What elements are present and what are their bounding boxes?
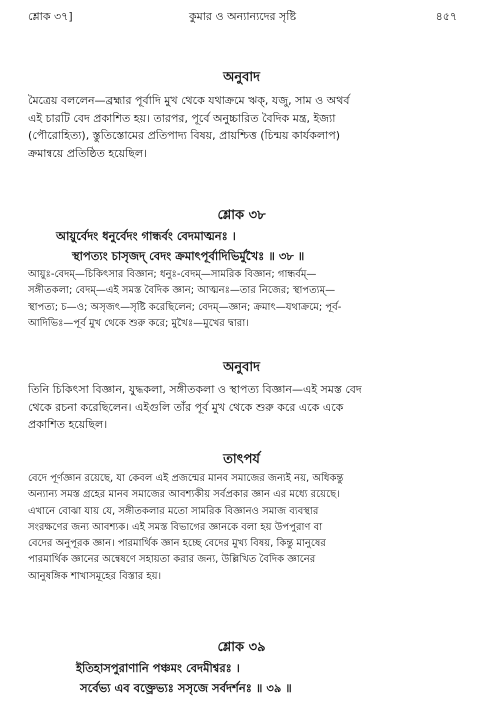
verse-text xyxy=(56,226,455,266)
verse-text xyxy=(76,658,455,698)
text-line: থেকে রচনা করেছিলেন। এইগুলি তাঁর পূর্ব মুখ থেকে শুরু করে একে একে xyxy=(28,400,344,414)
text-line: আনুষঙ্গিক শাখাসমূহের বিস্তার হয়। xyxy=(28,570,162,582)
text-line: আয়ুঃ-বেদম্—চিকিৎসার বিজ্ঞান; ধনুঃ-বেদম্—সামরিক বিজ্ঞান; গান্ধর্বম্— xyxy=(28,269,317,280)
translation-heading: অনুবাদ xyxy=(223,360,260,375)
running-header xyxy=(28,8,457,26)
translation-paragraph xyxy=(28,381,455,434)
header-verse-ref: শ্লোক ৩৭] xyxy=(28,10,73,23)
text-line: স্থাপত্য; চ—ও; অসৃজৎ—সৃষ্টি করেছিলেন; বেদম্—জ্ঞান; ক্রমাৎ—যথাক্রমে; পূর্ব- xyxy=(28,301,342,313)
text-line: বেদের অনুপূরক জ্ঞান। পারমার্থিক জ্ঞান হচ্ছে বেদের মুখ্য বিষয়, কিন্তু মানুষের xyxy=(28,538,326,550)
text-line: ক্রমান্বয়ে প্রতিষ্ঠিত হয়েছিল। xyxy=(28,146,148,160)
text-line: এই চারটি বেদ প্রকাশিত হয়। তারপর, পূর্বে অনুচ্চারিত বৈদিক মন্ত্র, ইজ্যা xyxy=(28,111,336,125)
text-line: সংরক্ষণের জন্য আবশ্যক। এই সমস্ত বিভাগের জ্ঞানকে বলা হয় উপপুরাণ বা xyxy=(28,521,323,533)
verse-line: স্থাপত্যং চাসৃজদ্ বেদং ক্রমাৎপূর্বাদিভির্মুখৈঃ ॥ ৩৮ ॥ xyxy=(72,249,305,263)
purport-paragraph xyxy=(28,471,455,585)
translation-paragraph xyxy=(28,92,455,162)
verse-line: ইতিহাসপুরাণানি পঞ্চমং বেদমীশ্বরঃ । xyxy=(76,661,240,675)
text-line: (পৌরোহিত্য), স্তুতিস্তোমের প্রতিপাদ্য বিষয়, প্রায়শ্চিত্ত (চিন্ময় কার্যকলাপ) xyxy=(28,129,340,142)
text-line: তিনি চিকিৎসা বিজ্ঞান, যুদ্ধকলা, সঙ্গীতকলা ও স্থাপত্য বিজ্ঞান—এই সমস্ত বেদ xyxy=(28,383,362,396)
text-line: সঙ্গীতকলা; বেদম্—এই সমস্ত বৈদিক জ্ঞান; আত্মনঃ—তার নিজের; স্থাপত্যম্— xyxy=(28,285,336,297)
text-line: পারমার্থিক জ্ঞানের অন্বেষণে সহায়তা করার জন্য, উল্লিখিত বৈদিক জ্ঞানের xyxy=(28,554,316,566)
text-line: আদিভিঃ—পূর্ব মুখ থেকে শুরু করে; মুখৈঃ—মুখের দ্বারা। xyxy=(28,317,249,329)
text-line: মৈত্রেয় বললেন—ব্রহ্মার পূর্বাদি মুখ থেকে যথাক্রমে ঋক্, যজু, সাম ও অথর্ব xyxy=(28,94,350,107)
verse-label: শ্লোক ৩৯ xyxy=(217,640,266,655)
verse-line: সর্বেভ্য এব বক্ত্রেভ্যঃ সসৃজে সর্বদর্শনঃ ॥ ৩৯ ॥ xyxy=(80,681,292,695)
verse-label: শ্লোক ৩৮ xyxy=(217,208,266,223)
text-line: বেদে পূর্ণজ্ঞান রয়েছে, যা কেবল এই প্রজন্মের মানব সমাজের জন্যই নয়, অধিকন্তু xyxy=(28,473,344,484)
translation-heading: অনুবাদ xyxy=(223,70,260,85)
synonyms-paragraph xyxy=(28,267,455,332)
text-line: এখানে বোঝা যায় যে, সঙ্গীতকলার মতো সামরিক বিজ্ঞানও সমাজ ব্যবস্থার xyxy=(28,505,319,517)
verse-line: আয়ুর্বেদং ধনুর্বেদং গান্ধর্বং বেদমাত্মনঃ । xyxy=(56,229,236,243)
text-line: প্রকাশিত হয়েছিল। xyxy=(28,418,108,431)
text-line: অন্যান্য সমস্ত গ্রহের মানব সমাজের আবশ্যকীয় সর্বপ্রকার জ্ঞান এর মধ্যে রয়েছে। xyxy=(28,489,340,501)
page-number: ৪৫৭ xyxy=(435,10,457,23)
purport-heading: তাৎপর্য xyxy=(223,452,260,467)
header-chapter-title: কুমার ও অন্যান্যদের সৃষ্টি xyxy=(188,10,297,23)
